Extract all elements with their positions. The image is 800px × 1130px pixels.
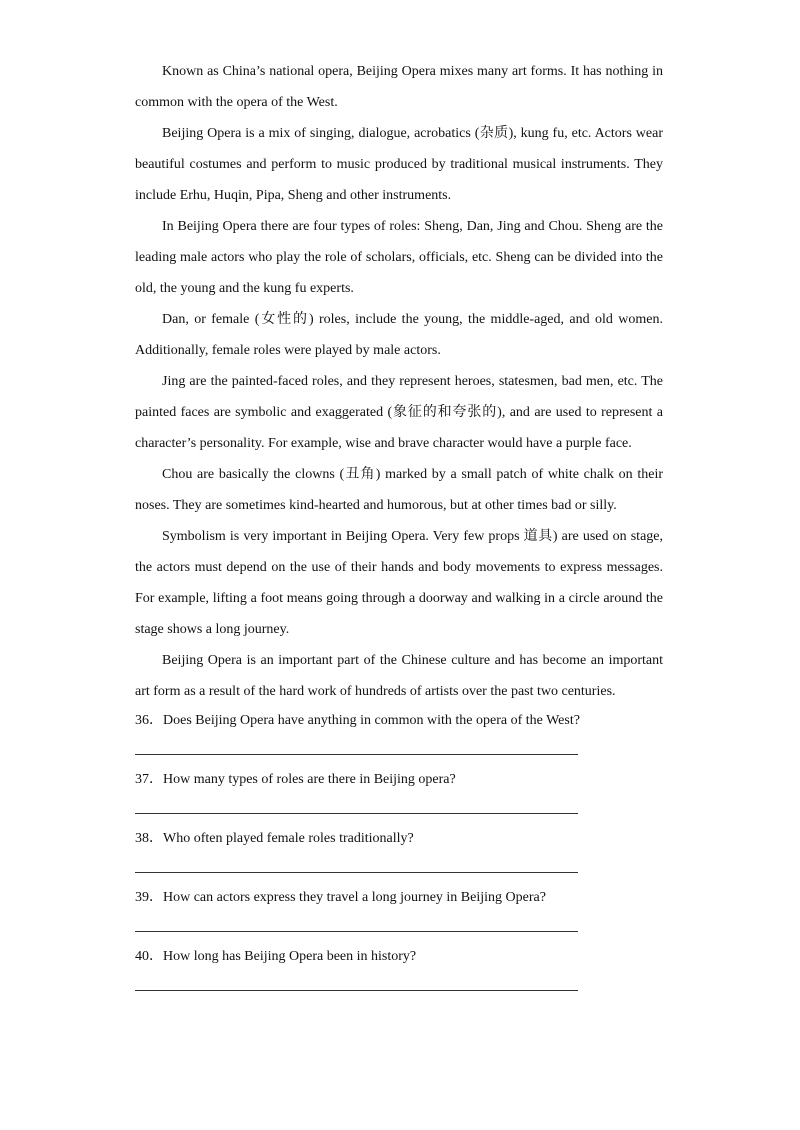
answer-line[interactable] — [135, 813, 578, 814]
question-text: 38．Who often played female roles traditionally? — [135, 831, 414, 846]
passage-paragraph-7: Symbolism is very important in Beijing Opera. Very few props 道具) are used on stage, the actors must depend on the use of their hands and body movements to express messages. For example, lifting a foot means going through a doorway and walking in a circle around the stage shows a long journey. — [135, 529, 663, 637]
answer-line[interactable] — [135, 872, 578, 873]
passage-paragraph-3: In Beijing Opera there are four types of roles: Sheng, Dan, Jing and Chou. Sheng are the leading male actors who play the role of scholars, officials, etc. Sheng can be divided into the old, the young and the kung fu experts. — [135, 219, 663, 296]
passage-paragraph-6: Chou are basically the clowns (丑角) marked by a small patch of white chalk on their noses. They are sometimes kind-hearted and humorous, but at other times bad or silly. — [135, 467, 663, 513]
answer-line[interactable] — [135, 754, 578, 755]
question-36 — [135, 707, 663, 766]
passage-paragraph-8: Beijing Opera is an important part of the Chinese culture and has become an important art form as a result of the hard work of hundreds of artists over the past two centuries. — [135, 653, 663, 699]
question-text: 40．How long has Beijing Opera been in history? — [135, 949, 417, 964]
passage-paragraph-4: Dan, or female (女性的) roles, include the young, the middle-aged, and old women. Additionally, female roles were played by male actors. — [135, 312, 663, 358]
passage-paragraph-1: Known as China’s national opera, Beijing Opera mixes many art forms. It has nothing in common with the opera of the West. — [135, 64, 663, 110]
question-40 — [135, 943, 663, 1002]
question-37 — [135, 766, 663, 825]
answer-line[interactable] — [135, 931, 578, 932]
question-38 — [135, 825, 663, 884]
question-list — [135, 707, 663, 1002]
passage-paragraph-5: Jing are the painted-faced roles, and they represent heroes, statesmen, bad men, etc. The painted faces are symbolic and exaggerated (象征的和夸张的), and are used to represent a character’s personality. For example, wise and brave character would have a purple face. — [135, 374, 663, 451]
question-text: 37．How many types of roles are there in Beijing opera? — [135, 772, 456, 787]
reading-passage — [135, 56, 663, 707]
question-text: 39．How can actors express they travel a long journey in Beijing Opera? — [135, 890, 546, 905]
passage-paragraph-2: Beijing Opera is a mix of singing, dialogue, acrobatics (杂质), kung fu, etc. Actors wear beautiful costumes and perform to music produced by traditional musical instruments. They include Erhu, Huqin, Pipa, Sheng and other instruments. — [135, 126, 663, 203]
question-text: 36．Does Beijing Opera have anything in common with the opera of the West? — [135, 713, 580, 728]
answer-line[interactable] — [135, 990, 578, 991]
question-39 — [135, 884, 663, 943]
